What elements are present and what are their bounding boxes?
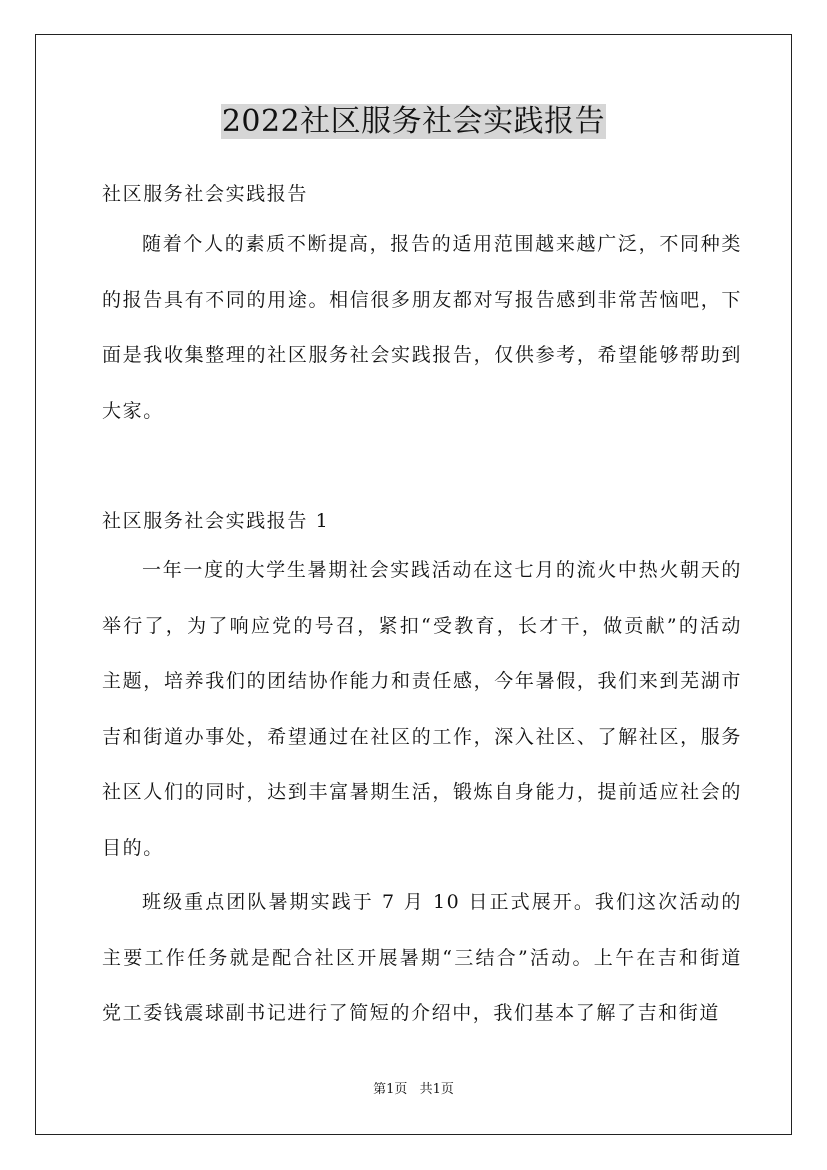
- section-paragraph-1: 一年一度的大学生暑期社会实践活动在这七月的流火中热火朝天的举行了，为了响应党的号召，紧扣“受教育，长才干，做贡献”的活动主题，培养我们的团结协作能力和责任感，今年暑假，我们来到芜湖市吉和街道办事处，希望通过在社区的工作，深入社区、了解社区，服务社区人们的同时，达到丰富暑期生活，锻炼自身能力，提前适应社会的目的。: [102, 559, 742, 859]
- page-total: 共1页: [419, 1082, 454, 1097]
- page-footer: [0, 1081, 827, 1099]
- document-title: 2022社区服务社会实践报告: [221, 104, 606, 139]
- intro-paragraph: 随着个人的素质不断提高，报告的适用范围越来越广泛，不同种类的报告具有不同的用途。相信很多朋友都对写报告感到非常苦恼吧，下面是我收集整理的社区服务社会实践报告，仅供参考，希望能够帮助到大家。: [102, 233, 742, 422]
- section-heading: 社区服务社会实践报告 1: [102, 510, 330, 532]
- page-number: 第1页: [373, 1082, 408, 1097]
- section-paragraph-2: 班级重点团队暑期实践于 7 月 10 日正式展开。我们这次活动的主要工作任务就是配合社区开展暑期“三结合”活动。上午在吉和街道党工委钱震球副书记进行了简短的介绍中，我们基本了解了吉和街道: [102, 891, 742, 1024]
- document-subtitle: 社区服务社会实践报告: [102, 183, 309, 205]
